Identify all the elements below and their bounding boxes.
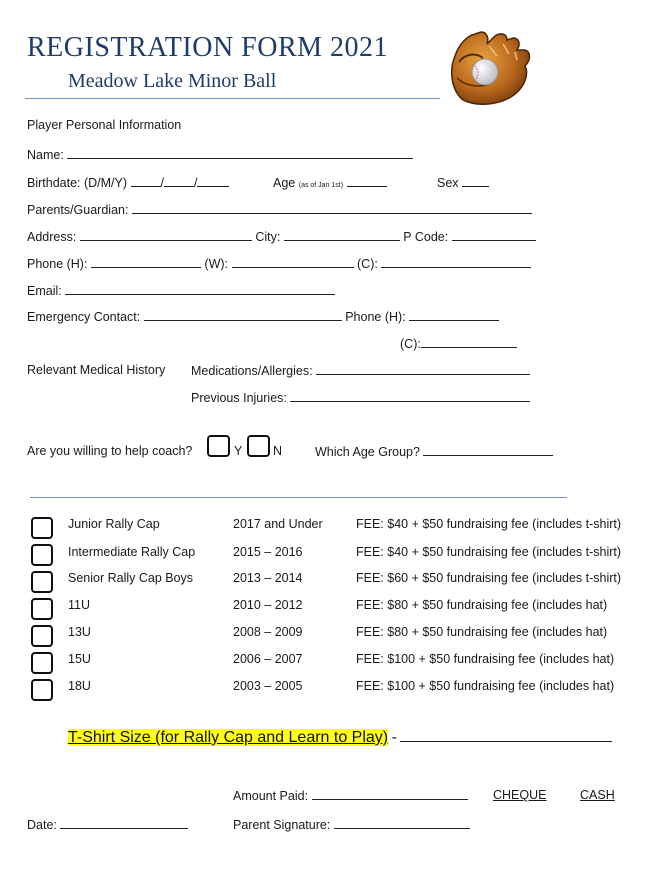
- phone-work-field[interactable]: [232, 256, 354, 268]
- tshirt-label: T-Shirt Size (for Rally Cap and Learn to Play): [68, 729, 389, 746]
- coach-yes-checkbox[interactable]: [207, 435, 230, 457]
- birthdate-row: [27, 175, 229, 190]
- division-name: 11U: [68, 598, 91, 612]
- coach-no-checkbox[interactable]: [247, 435, 270, 457]
- medications-field[interactable]: [316, 363, 530, 375]
- division-years: 2008 – 2009: [233, 625, 303, 639]
- birthdate-separator: /: [160, 176, 164, 190]
- division-name: 15U: [68, 652, 91, 666]
- division-fee: FEE: $60 + $50 fundraising fee (includes t-shirt): [356, 571, 622, 585]
- form-title: REGISTRATION FORM 2021: [27, 32, 389, 63]
- date-label: Date:: [27, 818, 57, 832]
- tshirt-size-field[interactable]: [400, 727, 612, 742]
- division-fee: FEE: $40 + $50 fundraising fee (includes t-shirt): [356, 545, 622, 559]
- sex-field[interactable]: [462, 175, 489, 187]
- name-field[interactable]: [67, 147, 413, 159]
- division-name: 13U: [68, 625, 91, 639]
- cheque-option[interactable]: CHEQUE: [493, 788, 547, 802]
- division-name: Senior Rally Cap Boys: [68, 571, 194, 585]
- parents-label: Parents/Guardian:: [27, 203, 129, 217]
- division-fee: FEE: $40 + $50 fundraising fee (includes t-shirt): [356, 517, 622, 531]
- division-checkbox[interactable]: [31, 679, 53, 701]
- address-field[interactable]: [80, 229, 252, 241]
- medications-row: [191, 363, 530, 378]
- division-years: 2006 – 2007: [233, 652, 303, 666]
- signature-field[interactable]: [334, 817, 470, 829]
- emergency-cell-label: (C):: [400, 337, 421, 351]
- injuries-row: [191, 390, 530, 405]
- division-name: Intermediate Rally Cap: [68, 545, 196, 559]
- phone-cell-label: (C):: [357, 257, 378, 271]
- amount-field[interactable]: [312, 788, 468, 800]
- pcode-label: P Code:: [403, 230, 449, 244]
- division-years: 2017 and Under: [233, 517, 323, 531]
- signature-label: Parent Signature:: [233, 818, 331, 832]
- pcode-field[interactable]: [452, 229, 536, 241]
- emergency-contact-field[interactable]: [144, 309, 342, 321]
- emergency-phone-label: Phone (H):: [345, 310, 406, 324]
- emergency-row: [27, 309, 499, 324]
- medical-label: Relevant Medical History: [27, 363, 166, 377]
- address-row: [27, 229, 536, 244]
- section-personal-label: Player Personal Information: [27, 118, 182, 132]
- division-years: 2015 – 2016: [233, 545, 303, 559]
- parents-field[interactable]: [132, 202, 532, 214]
- tshirt-row: [68, 727, 612, 747]
- phone-home-label: Phone (H):: [27, 257, 88, 271]
- phone-row: [27, 256, 531, 271]
- sex-label: Sex: [437, 176, 459, 190]
- division-years: 2013 – 2014: [233, 571, 303, 585]
- name-row: [27, 147, 413, 162]
- division-years: 2003 – 2005: [233, 679, 303, 693]
- address-label: Address:: [27, 230, 77, 244]
- age-row: [273, 175, 387, 190]
- name-label: Name:: [27, 148, 64, 162]
- parents-row: [27, 202, 532, 217]
- birth-day-field[interactable]: [131, 175, 161, 187]
- age-group-label: Which Age Group?: [315, 445, 420, 459]
- coach-no-label: N: [273, 444, 283, 458]
- baseball-glove-icon: [445, 30, 535, 108]
- birthdate-label: Birthdate: (D/M/Y): [27, 176, 128, 190]
- tshirt-dash: -: [391, 729, 397, 746]
- sex-row: [437, 175, 489, 190]
- birth-month-field[interactable]: [164, 175, 194, 187]
- birth-year-field[interactable]: [197, 175, 229, 187]
- cash-option[interactable]: CASH: [580, 788, 615, 802]
- coach-question: Are you willing to help coach?: [27, 444, 193, 458]
- signature-row: [233, 817, 470, 832]
- email-label: Email:: [27, 284, 62, 298]
- header-rule: [25, 98, 440, 99]
- phone-cell-field[interactable]: [381, 256, 531, 268]
- form-subtitle: Meadow Lake Minor Ball: [68, 70, 277, 92]
- emergency-cell-row: [400, 336, 517, 351]
- division-years: 2010 – 2012: [233, 598, 303, 612]
- emergency-cell-field[interactable]: [421, 336, 517, 348]
- phone-home-field[interactable]: [91, 256, 201, 268]
- division-fee: FEE: $80 + $50 fundraising fee (includes hat): [356, 625, 608, 639]
- injuries-label: Previous Injuries:: [191, 391, 287, 405]
- division-name: Junior Rally Cap: [68, 517, 160, 531]
- division-name: 18U: [68, 679, 91, 693]
- email-field[interactable]: [65, 283, 335, 295]
- amount-row: [233, 788, 468, 803]
- age-label: Age: [273, 176, 296, 190]
- emergency-label: Emergency Contact:: [27, 310, 141, 324]
- injuries-field[interactable]: [290, 390, 530, 402]
- amount-label: Amount Paid:: [233, 789, 309, 803]
- division-checkbox[interactable]: [31, 544, 53, 566]
- age-group-field[interactable]: [423, 444, 553, 456]
- division-checkbox[interactable]: [31, 598, 53, 620]
- division-fee: FEE: $100 + $50 fundraising fee (includes hat): [356, 679, 615, 693]
- section-rule: [30, 497, 567, 498]
- city-label: City:: [255, 230, 281, 244]
- medications-label: Medications/Allergies:: [191, 364, 313, 378]
- division-checkbox[interactable]: [31, 625, 53, 647]
- birthdate-separator: /: [194, 176, 198, 190]
- coach-yes-label: Y: [234, 444, 243, 458]
- phone-work-label: (W):: [204, 257, 229, 271]
- age-note: (as of Jan 1st): [298, 182, 344, 189]
- city-field[interactable]: [284, 229, 400, 241]
- date-field[interactable]: [60, 817, 188, 829]
- division-checkbox[interactable]: [31, 517, 53, 539]
- age-field[interactable]: [347, 175, 387, 187]
- emergency-phone-field[interactable]: [409, 309, 499, 321]
- division-checkbox[interactable]: [31, 652, 53, 674]
- date-row: [27, 817, 188, 832]
- email-row: [27, 283, 335, 298]
- division-fee: FEE: $100 + $50 fundraising fee (includes hat): [356, 652, 615, 666]
- division-checkbox[interactable]: [31, 571, 53, 593]
- division-fee: FEE: $80 + $50 fundraising fee (includes hat): [356, 598, 608, 612]
- age-group-row: [315, 444, 553, 459]
